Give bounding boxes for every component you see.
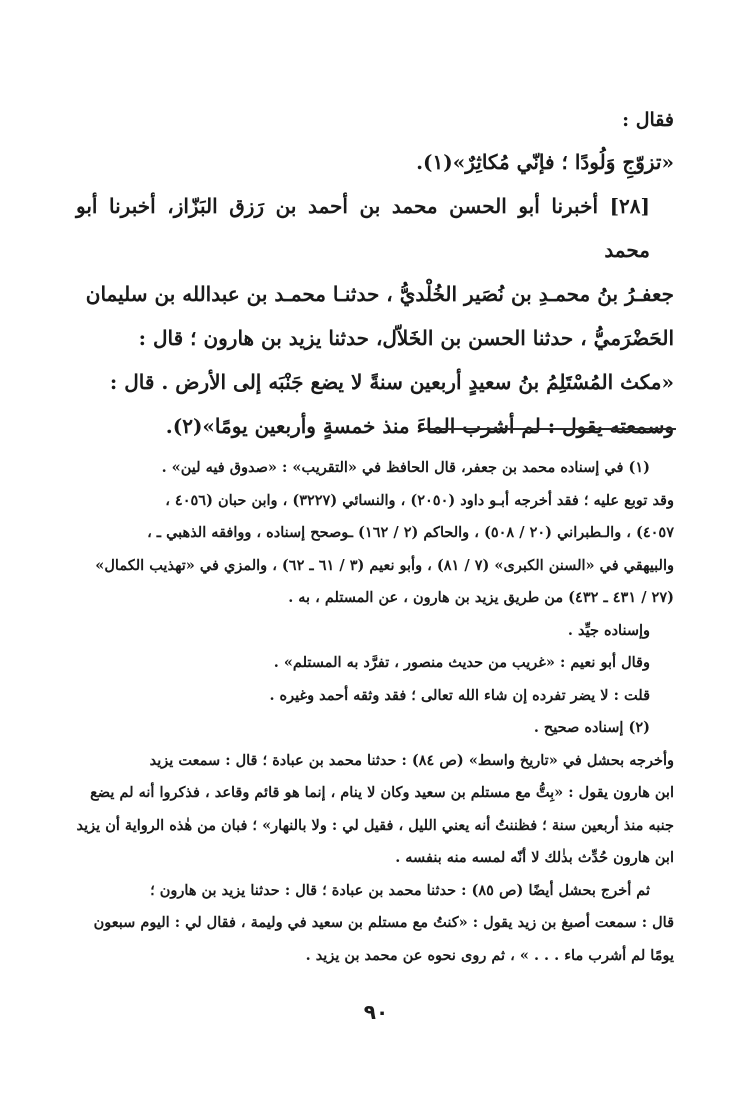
footnote-line: (١) في إسناده محمد بن جعفر، قال الحافظ في «التقريب» : «صدوق فيه لين» . [161, 459, 650, 476]
main-text [76, 100, 674, 448]
isnad-line: [٢٨] أخبرنا أبو الحسن محمد بن أحمد بن رَزق البَزّاز، أخبرنا أبو محمد [76, 194, 650, 262]
text-line: فقال : [622, 109, 674, 131]
isnad-line: جعفـرُ بنُ محمـدِ بن نُصَير الخُلْديُّ ، حدثنـا محمـد بن عبدالله بن سليمان [85, 282, 674, 306]
page-number: ٩٠ [363, 1000, 389, 1024]
footnote-separator [424, 428, 676, 430]
footnote-line: وأخرجه بحشل في «تاريخ واسط» (ص ٨٤) : حدثنا محمد بن عبادة ؛ قال : سمعت يزيد [149, 751, 674, 769]
footnote-line: وإسناده جيِّد . [567, 621, 650, 639]
matn-line: «مكث المُسْتَلِمُ بنُ سعيدٍ أربعين سنةً لا يضع جَنْبَه إلى الأرض . قال : [109, 370, 674, 394]
footnote-line: (٢) إسناده صحيح . [533, 719, 650, 736]
footnote-line: (٢٧ / ٤٣١ ـ ٤٣٢) من طريق يزيد بن هارون ، عن المستلم ، به . [288, 589, 674, 606]
hadith-line: «تزوّجِ وَلُودًا ؛ فإنّي مُكاثِرٌ»(١). [416, 150, 674, 174]
footnote-line: قال : سمعت أصبغ بن زيد يقول : «كنتُ مع مستلم بن سعيد في وليمة ، فقال لي : اليوم سبعون [93, 914, 674, 931]
footnote-line: جنبه منذ أربعين سنة ؛ فظننتُ أنه يعني الليل ، فقيل لي : ولا بالنهار» ؛ فبان من هٰذه الرواية أن يزيد [76, 816, 674, 834]
footnote-line: والبيهقي في «السنن الكبرى» (٧ / ٨١) ، وأبو نعيم (٣ / ٦١ ـ ٦٢) ، والمزي في «تهذيب الكمال» [95, 556, 674, 574]
footnote-line: ابن هارون يقول : «بِتُّ مع مستلم بن سعيد وكان لا ينام ، إنما هو قائم وقاعد ، فذكروا أنه لم يضع [90, 784, 674, 801]
footnote-line: يومًا لم أشرب ماء . . . » ، ثم روى نحوه عن محمد بن يزيد . [305, 946, 674, 964]
footnote-line: ٤٠٥٧) ، والـطبراني (٢٠ / ٥٠٨) ، والحاكم (٢ / ١٦٢) ـوصحح إسناده ، ووافقه الذهبي ـ ، [147, 524, 674, 541]
footnote-line: قلت : لا يضر تفرده إن شاء الله تعالى ؛ فقد وثقه أحمد وغيره . [269, 686, 650, 704]
footnote-line: ثم أخرج بحشل أيضًا (ص ٨٥) : حدثنا محمد بن عبادة ؛ قال : حدثنا يزيد بن هارون ؛ [150, 881, 650, 899]
matn-line: وسمعته يقول : لم أشرب الماءَ منذ خمسةٍ وأربعين يومًا»(٢). [165, 414, 674, 438]
isnad-line: الحَضْرَميُّ ، حدثنا الحسن بن الخَلاّل، حدثنا يزيد بن هارون ؛ قال : [138, 326, 674, 350]
footnotes [76, 452, 674, 972]
footnote-line: وقال أبو نعيم : «غريب من حديث منصور ، تفرَّد به المستلم» . [273, 654, 650, 671]
footnote-line: ابن هارون حُدِّث بذٰلك لا أنّه لمسه منه بنفسه . [395, 849, 674, 866]
footnote-line: وقد توبع عليه ؛ فقد أخرجه أبـو داود (٢٠٥٠) ، والنسائي (٣٢٢٧) ، وابن حبان (٤٠٥٦ ، [165, 491, 674, 509]
